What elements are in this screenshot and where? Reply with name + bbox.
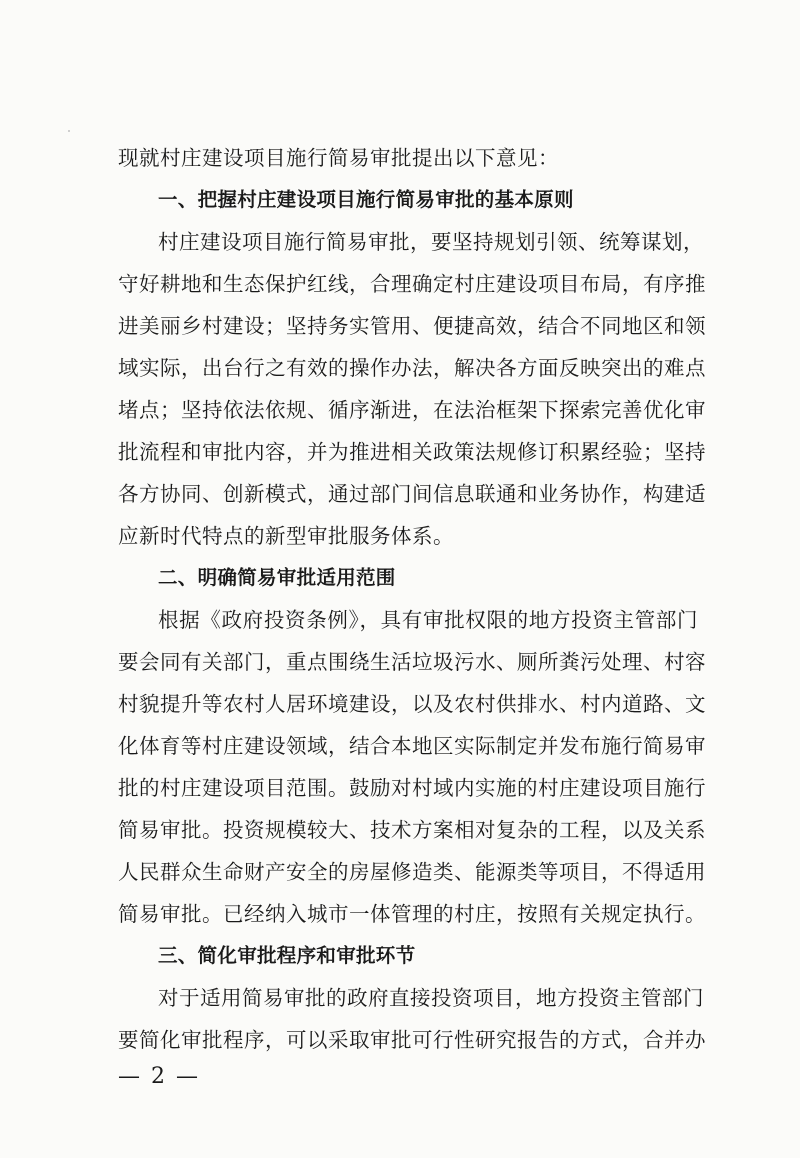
- intro-paragraph: 现就村庄建设项目施行简易审批提出以下意见：: [118, 146, 559, 170]
- section3-heading: 三、简化审批程序和审批环节: [158, 944, 416, 967]
- section3-line: 要简化审批程序，可以采取审批可行性研究报告的方式，合并办: [118, 1028, 706, 1052]
- section2-line: 根据《政府投资条例》，具有审批权限的地方投资主管部门: [158, 608, 698, 632]
- page-number: — 2 —: [118, 1064, 200, 1089]
- section2-line: 村貌提升等农村人居环境建设，以及农村供排水、村内道路、文: [118, 692, 706, 716]
- section1-line: 堵点；坚持依法依规、循序渐进，在法治框架下探索完善优化审: [118, 398, 706, 422]
- section2-heading: 二、明确简易审批适用范围: [158, 566, 396, 589]
- section1-line: 域实际，出台行之有效的操作办法，解决各方面反映突出的难点: [118, 356, 706, 380]
- section2-line: 简易审批。投资规模较大、技术方案相对复杂的工程，以及关系: [118, 818, 706, 842]
- scan-speck: [68, 130, 70, 132]
- section1-heading: 一、把握村庄建设项目施行简易审批的基本原则: [158, 188, 574, 211]
- section2-line: 人民群众生命财产安全的房屋修造类、能源类等项目，不得适用: [118, 860, 706, 884]
- section2-line: 化体育等村庄建设领域，结合本地区实际制定并发布施行简易审: [118, 734, 706, 758]
- section1-line: 进美丽乡村建设；坚持务实管用、便捷高效，结合不同地区和领: [118, 314, 706, 338]
- section2-line: 要会同有关部门，重点围绕生活垃圾污水、厕所粪污处理、村容: [118, 650, 706, 674]
- section1-line: 各方协同、创新模式，通过部门间信息联通和业务协作，构建适: [118, 482, 706, 506]
- section1-line: 村庄建设项目施行简易审批，要坚持规划引领、统筹谋划，: [158, 230, 704, 254]
- section3-line: 对于适用简易审批的政府直接投资项目，地方投资主管部门: [158, 986, 704, 1010]
- section1-line: 守好耕地和生态保护红线，合理确定村庄建设项目布局，有序推: [118, 272, 706, 296]
- section1-line: 应新时代特点的新型审批服务体系。: [118, 524, 454, 548]
- section2-line: 简易审批。已经纳入城市一体管理的村庄，按照有关规定执行。: [118, 902, 706, 926]
- section2-line: 批的村庄建设项目范围。鼓励对村域内实施的村庄建设项目施行: [118, 776, 706, 800]
- section1-line: 批流程和审批内容，并为推进相关政策法规修订积累经验；坚持: [118, 440, 706, 464]
